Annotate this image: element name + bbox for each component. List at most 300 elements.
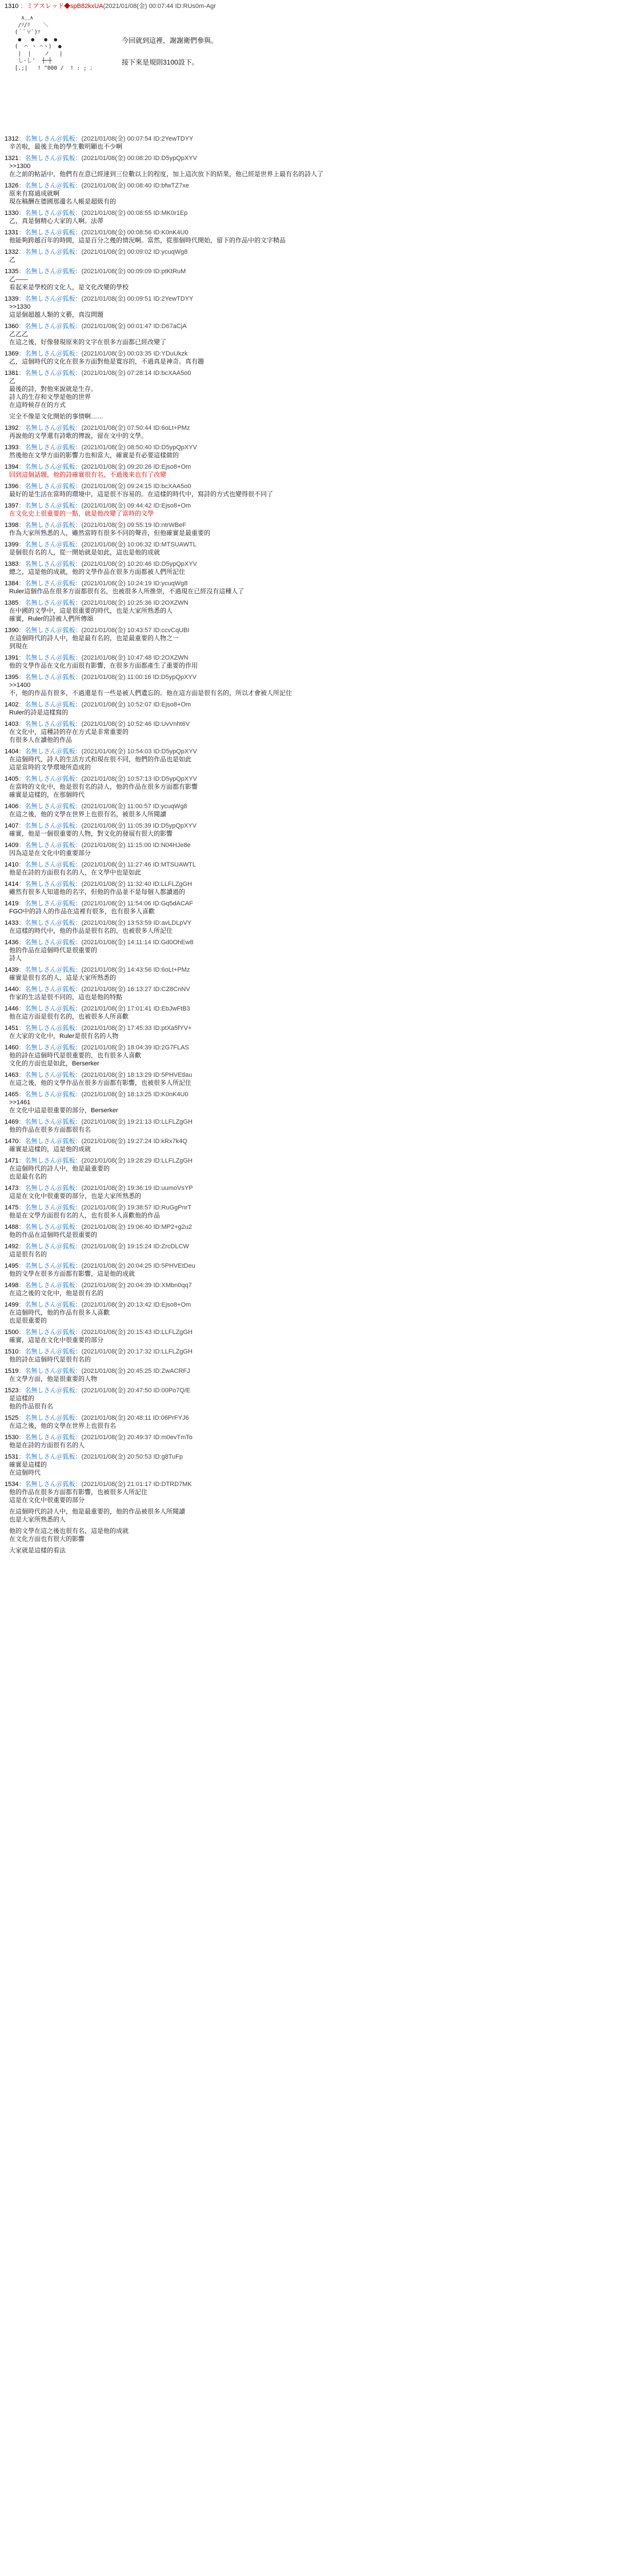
post-body-line: 他的文學在這之後也很有名，這是他的成就 (9, 1528, 129, 1535)
post-body-line: 不，他的作品有很多，不過還是有一些是被人們遺忘的。他在這方面是很有名的，所以才會被人所記住 (9, 690, 292, 697)
post-body-line: 在這個時代，他的作品有很多人喜歡 (9, 1309, 110, 1316)
post-meta: (2021/01/08(金) 21:01:17 ID:DTRD7MK (81, 1481, 192, 1488)
post (5, 919, 610, 935)
post-header (5, 521, 610, 529)
post-body-line: 乙，真是個精心大家的人啊。法蒂 (9, 218, 103, 225)
post (5, 560, 610, 576)
post-body-line: 是個很有名的人，從一開始就是如此，這也是他的成就 (9, 549, 160, 556)
post (5, 701, 610, 717)
post (5, 369, 610, 409)
post-author-name: ：名無しさん＠狐板： (18, 1415, 82, 1421)
post-number[interactable]: 1500 (5, 1329, 19, 1336)
post-author-name: ：名無しさん＠狐板： (18, 1072, 82, 1079)
post (5, 1024, 610, 1040)
post-number[interactable]: 1471 (5, 1157, 19, 1164)
post-author-name: ：名無しさん＠狐板： (18, 444, 82, 451)
post-header (5, 154, 610, 162)
post-author-name: ：名無しさん＠狐板： (18, 502, 82, 509)
post-header (5, 1137, 610, 1145)
post (5, 350, 610, 366)
post-number[interactable]: 1396 (5, 483, 19, 490)
post-header (5, 841, 610, 849)
post-header (5, 1223, 610, 1231)
post-number[interactable]: 1525 (5, 1415, 19, 1421)
post-header (5, 444, 610, 452)
post (5, 322, 610, 346)
post-header (5, 626, 610, 634)
op-author-name: ミアスレッド◆spB82kxUA (26, 3, 103, 10)
op-message (122, 35, 218, 68)
post-meta: (2021/01/08(金) 10:24:19 ID:ycuqWg8 (81, 580, 188, 587)
post (5, 1387, 610, 1411)
post-number[interactable]: 1451 (5, 1025, 19, 1032)
post-author-name: ：名無しさん＠狐板： (18, 803, 82, 810)
post-body-line: 作家的生活是很不同的，這也是他的特點 (9, 994, 122, 1001)
post-body-line: 詩人的生存和文學是他的世界 (9, 394, 91, 401)
post (5, 295, 610, 319)
post-header (5, 654, 610, 662)
post-number[interactable]: 1326 (5, 182, 19, 189)
post-header (5, 1301, 610, 1309)
post-meta: (2021/01/08(金) 18:13:29 ID:5PHVEtlau (81, 1072, 193, 1079)
post-body-line: 這是個超越人類的文藝，真沒問題 (9, 311, 103, 318)
post-author-name: ：名無しさん＠狐板： (18, 1243, 82, 1250)
post-body-line: 確實，他是一個很重要的人物，對文化的發展有很大的影響 (9, 830, 173, 837)
post-number[interactable]: 1404 (5, 748, 19, 755)
post-meta: (2021/01/08(金) 20:17:32 ID:LLFLZgGH (81, 1348, 193, 1355)
post-body-line: 他的文學作品在文化方面很有影響，在很多方面都產生了重要的作用 (9, 662, 198, 669)
post-author-name: ：名無しさん＠狐板： (18, 1329, 82, 1336)
post-author-name: ：名無しさん＠狐板： (18, 350, 82, 357)
post (5, 1547, 610, 1555)
post-meta: (2021/01/08(金) 00:08:56 ID:K0nK4U0 (81, 229, 189, 236)
post-author-name: ：名無しさん＠狐板： (18, 842, 82, 849)
post (5, 1480, 610, 1504)
post-body-line: FGO中的詩人的作品在這裡有很多，也有很多人喜歡 (9, 908, 155, 915)
post-number[interactable]: 1495 (5, 1263, 19, 1269)
post-header (5, 1005, 610, 1013)
post-body-line: 看起來是學校的文化人，是文化改變的學校 (9, 284, 129, 291)
post-header (5, 1044, 610, 1052)
post-number[interactable]: 1470 (5, 1138, 19, 1145)
post-number[interactable]: 1488 (5, 1224, 19, 1231)
post-body-line: 他的詩在這個時代是很重要的，也有很多人喜歡 (9, 1052, 141, 1059)
post-body-line: 在中國的文學中，這是很重要的時代，也是大家所熟悉的人 (9, 608, 173, 614)
post-number[interactable]: 1399 (5, 541, 19, 548)
post-author-name: ：名無しさん＠狐板： (18, 155, 82, 162)
post-number[interactable]: 1394 (5, 464, 19, 470)
post-number[interactable]: 1402 (5, 701, 19, 708)
post (5, 482, 610, 498)
post (5, 1091, 610, 1115)
post-author-name: ：名無しさん＠狐板： (18, 701, 82, 708)
post-header (5, 1367, 610, 1375)
post-number[interactable]: 1439 (5, 967, 19, 973)
post (5, 626, 610, 650)
post-meta: (2021/01/08(金) 20:50:53 ID:g8TuFp (81, 1453, 183, 1460)
post-meta: (2021/01/08(金) 00:01:47 ID:D67aCjA (81, 323, 187, 330)
post-number[interactable]: 1384 (5, 580, 19, 587)
post-author-name: ：名無しさん＠狐板： (18, 1025, 82, 1032)
post-meta: (2021/01/08(金) 20:47:50 ID:00Po7Q/E (81, 1387, 191, 1394)
post-number[interactable]: 1391 (5, 654, 19, 661)
post-header (5, 1262, 610, 1270)
post-body-line: 確實是這樣的 (9, 1461, 47, 1468)
post-body-line: 在當時的文化中，他是很有名的詩人，他的作品在很多方面都有影響 (9, 784, 198, 790)
post (5, 541, 610, 557)
post (5, 135, 610, 151)
post-body-line: 在這個時代的詩人中，他是最有名的，也是最重要的人物之一 (9, 635, 179, 642)
post-meta: (2021/01/08(金) 20:04:25 ID:5PHVEtDeu (81, 1263, 195, 1269)
post-header (5, 1157, 610, 1165)
post-header (5, 560, 610, 568)
post (5, 1367, 610, 1383)
post-author-name: ：名無しさん＠狐板： (18, 249, 82, 255)
post-author-name: ：名無しさん＠狐板： (18, 561, 82, 568)
thread (5, 2, 610, 1558)
post-header (5, 985, 610, 993)
op-post-meta: (2021/01/08(金) 00:07:44 ID:RUs0m-Agr (103, 3, 216, 10)
op-post (5, 2, 610, 135)
post-number[interactable]: 1393 (5, 444, 19, 451)
post-header (5, 1243, 610, 1251)
post-meta: (2021/01/08(金) 00:08:20 ID:D5ypQpXYV (81, 155, 197, 162)
post-header (5, 369, 610, 377)
post (5, 1223, 610, 1239)
post-author-name: ：名無しさん＠狐板： (18, 1091, 82, 1098)
post-number[interactable]: 1492 (5, 1243, 19, 1250)
post-meta: (2021/01/08(金) 20:49:37 ID:m0evTmTo (81, 1434, 193, 1441)
post-body-line: 也是很重要的 (9, 1317, 47, 1324)
post-meta: (2021/01/08(金) 00:08:40 ID:bfwTZ7xe (81, 182, 189, 189)
post-body-line: 最好的是生活在當時的環境中，這是很不容易的。在這樣的時代中，寫詩的方式也變得很不同了 (9, 491, 273, 498)
post (5, 413, 610, 421)
op-post-header: 1310 ：ミアスレッド◆spB82kxUA(2021/01/08(金) 00:07:44 ID:RUs0m-Agr (5, 3, 216, 10)
post-author-name: ：名無しさん＠狐板： (18, 861, 82, 868)
post (5, 1044, 610, 1068)
post-body-line: 在這個時代的詩人中，他是最重要的，他的作品被很多人所閱讀 (9, 1508, 185, 1515)
post (5, 1281, 610, 1297)
post-number[interactable]: 1446 (5, 1005, 19, 1012)
post-author-name: ：名無しさん＠狐板： (18, 1157, 82, 1164)
post-number[interactable]: 1360 (5, 323, 19, 330)
post-number[interactable]: 1335 (5, 268, 19, 275)
post-body-line: 乙乙乙 (9, 331, 28, 338)
post-number[interactable]: 1395 (5, 674, 19, 681)
post-meta: (2021/01/08(金) 19:06:40 ID:MP2+g2u2 (81, 1224, 193, 1231)
post-number[interactable]: 1330 (5, 210, 19, 217)
post-body-line: 在這之後的文化中，他是很有名的 (9, 1290, 103, 1297)
post-number[interactable]: 1469 (5, 1119, 19, 1125)
post-author-name: ：名無しさん＠狐板： (18, 268, 82, 275)
post-author-name: ：名無しさん＠狐板： (18, 776, 82, 782)
post-number[interactable]: 1414 (5, 881, 19, 888)
post-body-line: 這是當時的文學環境所造成的 (9, 764, 91, 771)
post-header (5, 463, 610, 471)
post-number[interactable]: 1390 (5, 627, 19, 634)
post (5, 424, 610, 440)
post-body-line: 確實是這樣的，在那個時代 (9, 792, 85, 798)
post-body-line: 確實是很有名的人，這是大家所熟悉的 (9, 975, 116, 981)
post (5, 1071, 610, 1087)
post-meta: (2021/01/08(金) 00:09:51 ID:2YewTDYY (81, 295, 194, 302)
post-number[interactable]: 1440 (5, 986, 19, 993)
post-body-line: 他的文學在很多方面都有影響，這是他的成就 (9, 1271, 135, 1277)
post (5, 748, 610, 772)
post-meta: (2021/01/08(金) 18:13:25 ID:K0nK4U0 (81, 1091, 189, 1098)
op-message-line: 今回就到這裡，謝謝衛們參與。 (122, 37, 218, 45)
post-meta: (2021/01/08(金) 11:27:46 ID:MTSUAWTL (81, 861, 197, 868)
post-body-line: 在這個時代的詩人中，他是最重要的 (9, 1165, 110, 1172)
post-body-line: >>1400 (9, 682, 31, 689)
post-body-line: 乙 (9, 378, 15, 385)
post-number[interactable]: 1534 (5, 1481, 19, 1488)
post-meta: (2021/01/08(金) 00:07:54 ID:2YewTDYY (81, 135, 194, 142)
post-author-name: ：名無しさん＠狐板： (18, 627, 82, 634)
post-number[interactable]: 1321 (5, 155, 19, 162)
post-number[interactable]: 1369 (5, 350, 19, 357)
post (5, 1301, 610, 1325)
post-number[interactable]: 1410 (5, 861, 19, 868)
post-header (5, 182, 610, 190)
post (5, 938, 610, 962)
post-meta: (2021/01/08(金) 09:20:26 ID:Ejso8+Om (81, 464, 191, 470)
post-body-line: 在之前的帖話中，他們有在意已經達到三位數以上的程度，加上這次放下的結果，他已經是世界上最有名的詩人了 (9, 171, 323, 178)
post-meta: (2021/01/08(金) 10:06:32 ID:MTSUAWTL (81, 541, 197, 548)
post-number[interactable]: 1473 (5, 1185, 19, 1192)
post-meta: (2021/01/08(金) 11:54:06 ID:Gq5dACAF (81, 900, 193, 907)
post-body-line: 詩人 (9, 955, 22, 962)
post-number[interactable]: 1465 (5, 1091, 19, 1098)
post-meta: (2021/01/08(金) 00:08:55 ID:MK0r1Ep (81, 210, 188, 217)
post-meta: (2021/01/08(金) 00:09:02 ID:ycuqWg8 (81, 249, 188, 255)
post-header (5, 1024, 610, 1032)
post-header (5, 861, 610, 869)
op-post-number[interactable]: 1310 (5, 3, 19, 10)
post-body-line: 他是在詩的方面很有名的人，在文學中也是如此 (9, 869, 141, 876)
post-meta: (2021/01/08(金) 19:36:19 ID:uumoVsYP (81, 1185, 193, 1192)
post-body-line: 他在這方面是很有名的，也被很多人所喜歡 (9, 1013, 129, 1020)
post-meta: (2021/01/08(金) 19:15:24 ID:ZrcDLCW (81, 1243, 189, 1250)
post-meta: (2021/01/08(金) 11:15:00 ID:N04HJe8e (81, 842, 191, 849)
post-meta: (2021/01/08(金) 19:27:24 ID:kRx7k4Q (81, 1138, 187, 1145)
post-header (5, 1433, 610, 1441)
post-number[interactable]: 1398 (5, 522, 19, 529)
post-body-line: 這是在文化中很重要的部分 (9, 1497, 85, 1504)
post-body-line: 他的作品在很多方面都有影響，也被很多人所記住 (9, 1489, 147, 1496)
post-body-line: 乙 (9, 257, 15, 263)
post-header (5, 966, 610, 974)
post (5, 1184, 610, 1200)
post-author-name: ：名無しさん＠狐板： (18, 425, 82, 432)
post-header (5, 1453, 610, 1461)
post (5, 182, 610, 206)
post-number[interactable]: 1523 (5, 1387, 19, 1394)
post-number[interactable]: 1381 (5, 370, 19, 377)
post (5, 822, 610, 838)
post (5, 1508, 610, 1524)
post-number[interactable]: 1419 (5, 900, 19, 907)
post-body-line: 在文化中，這種詩的存在方式是非常重要的 (9, 729, 129, 736)
post-number[interactable]: 1407 (5, 822, 19, 829)
post-body-line: 作為大家所熟悉的人，雖然當時有很多不同的聲音，但他確實是最重要的 (9, 530, 210, 537)
post (5, 444, 610, 460)
post-header (5, 1071, 610, 1079)
post-author-name: ：名無しさん＠狐板： (18, 900, 82, 907)
post-header (5, 1281, 610, 1289)
post-author-name: ：名無しさん＠狐板： (18, 1301, 82, 1308)
post-header (5, 748, 610, 756)
post-author-name: ：名無しさん＠狐板： (18, 1044, 82, 1051)
post-body-line: 到現在 (9, 643, 28, 650)
post-body-line: 乙—— (9, 276, 28, 283)
post-number[interactable]: 1383 (5, 561, 19, 568)
post-author-name: ：名無しさん＠狐板： (18, 182, 82, 189)
post-body-line: 是這樣的 (9, 1395, 34, 1402)
post-author-name: ：名無しさん＠狐板： (18, 654, 82, 661)
post-body-line: 乙，這個時代的文化在很多方面對他是寬容的，不過真是神奇。真有趣 (9, 358, 204, 365)
post-author-name: ：名無しさん＠狐板： (18, 920, 82, 926)
post-body-line: 最後的詩，對他來說就是生存。 (9, 386, 97, 393)
post-number[interactable]: 1409 (5, 842, 19, 849)
post-body-line: 在文化史上很重要的一點，就是他改變了當時的文學 (9, 510, 154, 517)
post-meta: (2021/01/08(金) 08:50:40 ID:D5ypQpXYV (81, 444, 197, 451)
post-meta: (2021/01/08(金) 17:01:41 ID:EbJwFtB3 (81, 1005, 190, 1012)
post-author-name: ：名無しさん＠狐板： (18, 1005, 82, 1012)
post-meta: (2021/01/08(金) 11:32:40 ID:LLFLZgGH (81, 881, 193, 888)
post-body-line: 在這之後，好像發現原來的文字在很多方面都已經改變了 (9, 339, 166, 346)
post-body-line: 他是在詩的方面很有名的人 (9, 1442, 85, 1449)
post-body-line: 他的作品在這個時代是很重要的 (9, 947, 97, 954)
post-author-name: ：名無しさん＠狐板： (18, 674, 82, 681)
post-number[interactable]: 1530 (5, 1434, 19, 1441)
post (5, 599, 610, 623)
post-body-line: 辛苦啦，最後主角的學生數明顯也不少啊 (9, 143, 122, 150)
post-number[interactable]: 1433 (5, 920, 19, 926)
post-body-line: Ruler這個作品在很多方面都很有名，也被很多人所推崇，不過現在已經沒有這種人了 (9, 588, 245, 595)
post-meta: (2021/01/08(金) 13:53:59 ID:avLDLpVY (81, 920, 192, 926)
post-number[interactable]: 1463 (5, 1072, 19, 1079)
op-message-line: 接下來是規則3100設下。 (122, 58, 199, 66)
post-number[interactable]: 1405 (5, 776, 19, 782)
post-meta: (2021/01/08(金) 10:54:03 ID:D5ypQpXYV (81, 748, 197, 755)
post-number[interactable]: 1385 (5, 600, 19, 606)
post-author-name: ：名無しさん＠狐板： (18, 541, 82, 548)
post (5, 720, 610, 744)
post-number[interactable]: 1332 (5, 249, 19, 255)
post (5, 802, 610, 818)
post-author-name: ：名無しさん＠狐板： (18, 135, 82, 142)
post-header (5, 919, 610, 927)
post-number[interactable]: 1406 (5, 803, 19, 810)
post-number[interactable]: 1339 (5, 295, 19, 302)
post-author-name: ：名無しさん＠狐板： (18, 210, 82, 217)
post (5, 1118, 610, 1134)
post-author-name: ：名無しさん＠狐板： (18, 483, 82, 490)
post-meta: (2021/01/08(金) 20:04:39 ID:XMbn0qq7 (81, 1282, 192, 1289)
post (5, 209, 610, 225)
post-body-line: 大家就是這樣的看法 (9, 1547, 66, 1554)
post-number[interactable]: 1499 (5, 1301, 19, 1308)
post-body-line: 在這個時代 (9, 1469, 41, 1476)
post-header (5, 599, 610, 607)
post-body-line: Ruler的詩是這樣寫的 (9, 709, 69, 716)
post-author-name: ：名無しさん＠狐板： (18, 295, 82, 302)
post-body-line: 他的作品在這個時代是很重要的 (9, 1232, 97, 1239)
post-number[interactable]: 1460 (5, 1044, 19, 1051)
post-body-line: >>1330 (9, 303, 31, 310)
post-body-line: 在文化方面也有很大的影響 (9, 1536, 85, 1543)
post-header (5, 1184, 610, 1192)
post-number[interactable]: 1331 (5, 229, 19, 236)
post (5, 1157, 610, 1181)
post-header (5, 1328, 610, 1336)
post-body-line: 在這之後，他的文學作品在很多方面都有影響，也被很多人所記住 (9, 1080, 191, 1087)
post-number[interactable]: 1392 (5, 425, 19, 432)
post-author-name: ：名無しさん＠狐板： (18, 986, 82, 993)
post-number[interactable]: 1397 (5, 502, 19, 509)
post-body-line: 在文化中這是很重要的部分，Berserker (9, 1107, 118, 1114)
post-number[interactable]: 1312 (5, 135, 19, 142)
post-number[interactable]: 1531 (5, 1453, 19, 1460)
post-number[interactable]: 1403 (5, 721, 19, 728)
post-body-line: 原來有寫過成就啊 (9, 190, 59, 197)
post-author-name: ：名無しさん＠狐板： (18, 1185, 82, 1192)
post (5, 966, 610, 982)
post (5, 248, 610, 264)
post (5, 1433, 610, 1449)
post-meta: (2021/01/08(金) 20:48:11 ID:06PrFYJ6 (81, 1415, 189, 1421)
post-author-name: ：名無しさん＠狐板： (18, 1434, 82, 1441)
post (5, 521, 610, 537)
post (5, 1328, 610, 1344)
post-body-line: 有很多人在讀他的作品 (9, 737, 72, 744)
post-meta: (2021/01/08(金) 07:50:44 ID:6oLt+PMz (81, 425, 190, 432)
post-body-line: 完全不像是文化開始的事情啊…… (9, 413, 103, 420)
post-number[interactable]: 1475 (5, 1204, 19, 1211)
post-body-line: 他能夠跨越百年的時間，這是百分之幾的情況啊。當然，從那個時代開始，留下的作品中的文字精品 (9, 237, 286, 244)
post-meta: (2021/01/08(金) 20:13:42 ID:Ejso8+Om (81, 1301, 191, 1308)
post-header (5, 135, 610, 143)
post-author-name: ：名無しさん＠狐板： (18, 1138, 82, 1145)
post (5, 1243, 610, 1259)
post-meta: (2021/01/08(金) 09:44:42 ID:Ejso8+Om (81, 502, 191, 509)
ascii-art: ∧＿∧ /ｿ/ﾘ ＼ (｀ﾟ∀ﾟ)ｿ ● ● ● ● ( ⌒ ヽ ⌒ヽ) ● | | ノ | し-し' ┼─┼ [.;| ! ^000 / ! : ; ； (14, 15, 95, 71)
post-number[interactable]: 1436 (5, 939, 19, 946)
post-header (5, 229, 610, 237)
post-header (5, 541, 610, 549)
post-body-line: 他的詩在這個時代是很有名的 (9, 1356, 91, 1363)
post-header (5, 580, 610, 588)
post-meta: (2021/01/08(金) 00:09:09 ID:ptKtRuM (81, 268, 186, 275)
post-number[interactable]: 1510 (5, 1348, 19, 1355)
post-body-line: 總之，這是他的成就，他的文學作品在很多方面都被人們所記住 (9, 569, 185, 576)
post-body-line: 在這之後，他的文學在世界上也很有名，被很多人所閱讀 (9, 811, 166, 818)
post-body-line: 這是在文化中很重要的部分，也是大家所熟悉的 (9, 1193, 141, 1200)
post (5, 1137, 610, 1153)
post-number[interactable]: 1519 (5, 1368, 19, 1375)
post-header (5, 701, 610, 709)
post-body-line: 也是最有名的 (9, 1173, 47, 1180)
post (5, 502, 610, 518)
post-meta: (2021/01/08(金) 16:13:27 ID:CZ8CnNV (81, 986, 190, 993)
post-header (5, 248, 610, 256)
post-header (5, 720, 610, 728)
post-number[interactable]: 1498 (5, 1282, 19, 1289)
post-body-line: 在這樣的時代中，他的作品是很有名的，也被很多人所記住 (9, 928, 173, 934)
post-meta: (2021/01/08(金) 10:57:13 ID:D5ypQpXYV (81, 776, 197, 782)
post-body-line: >>1461 (9, 1099, 31, 1106)
